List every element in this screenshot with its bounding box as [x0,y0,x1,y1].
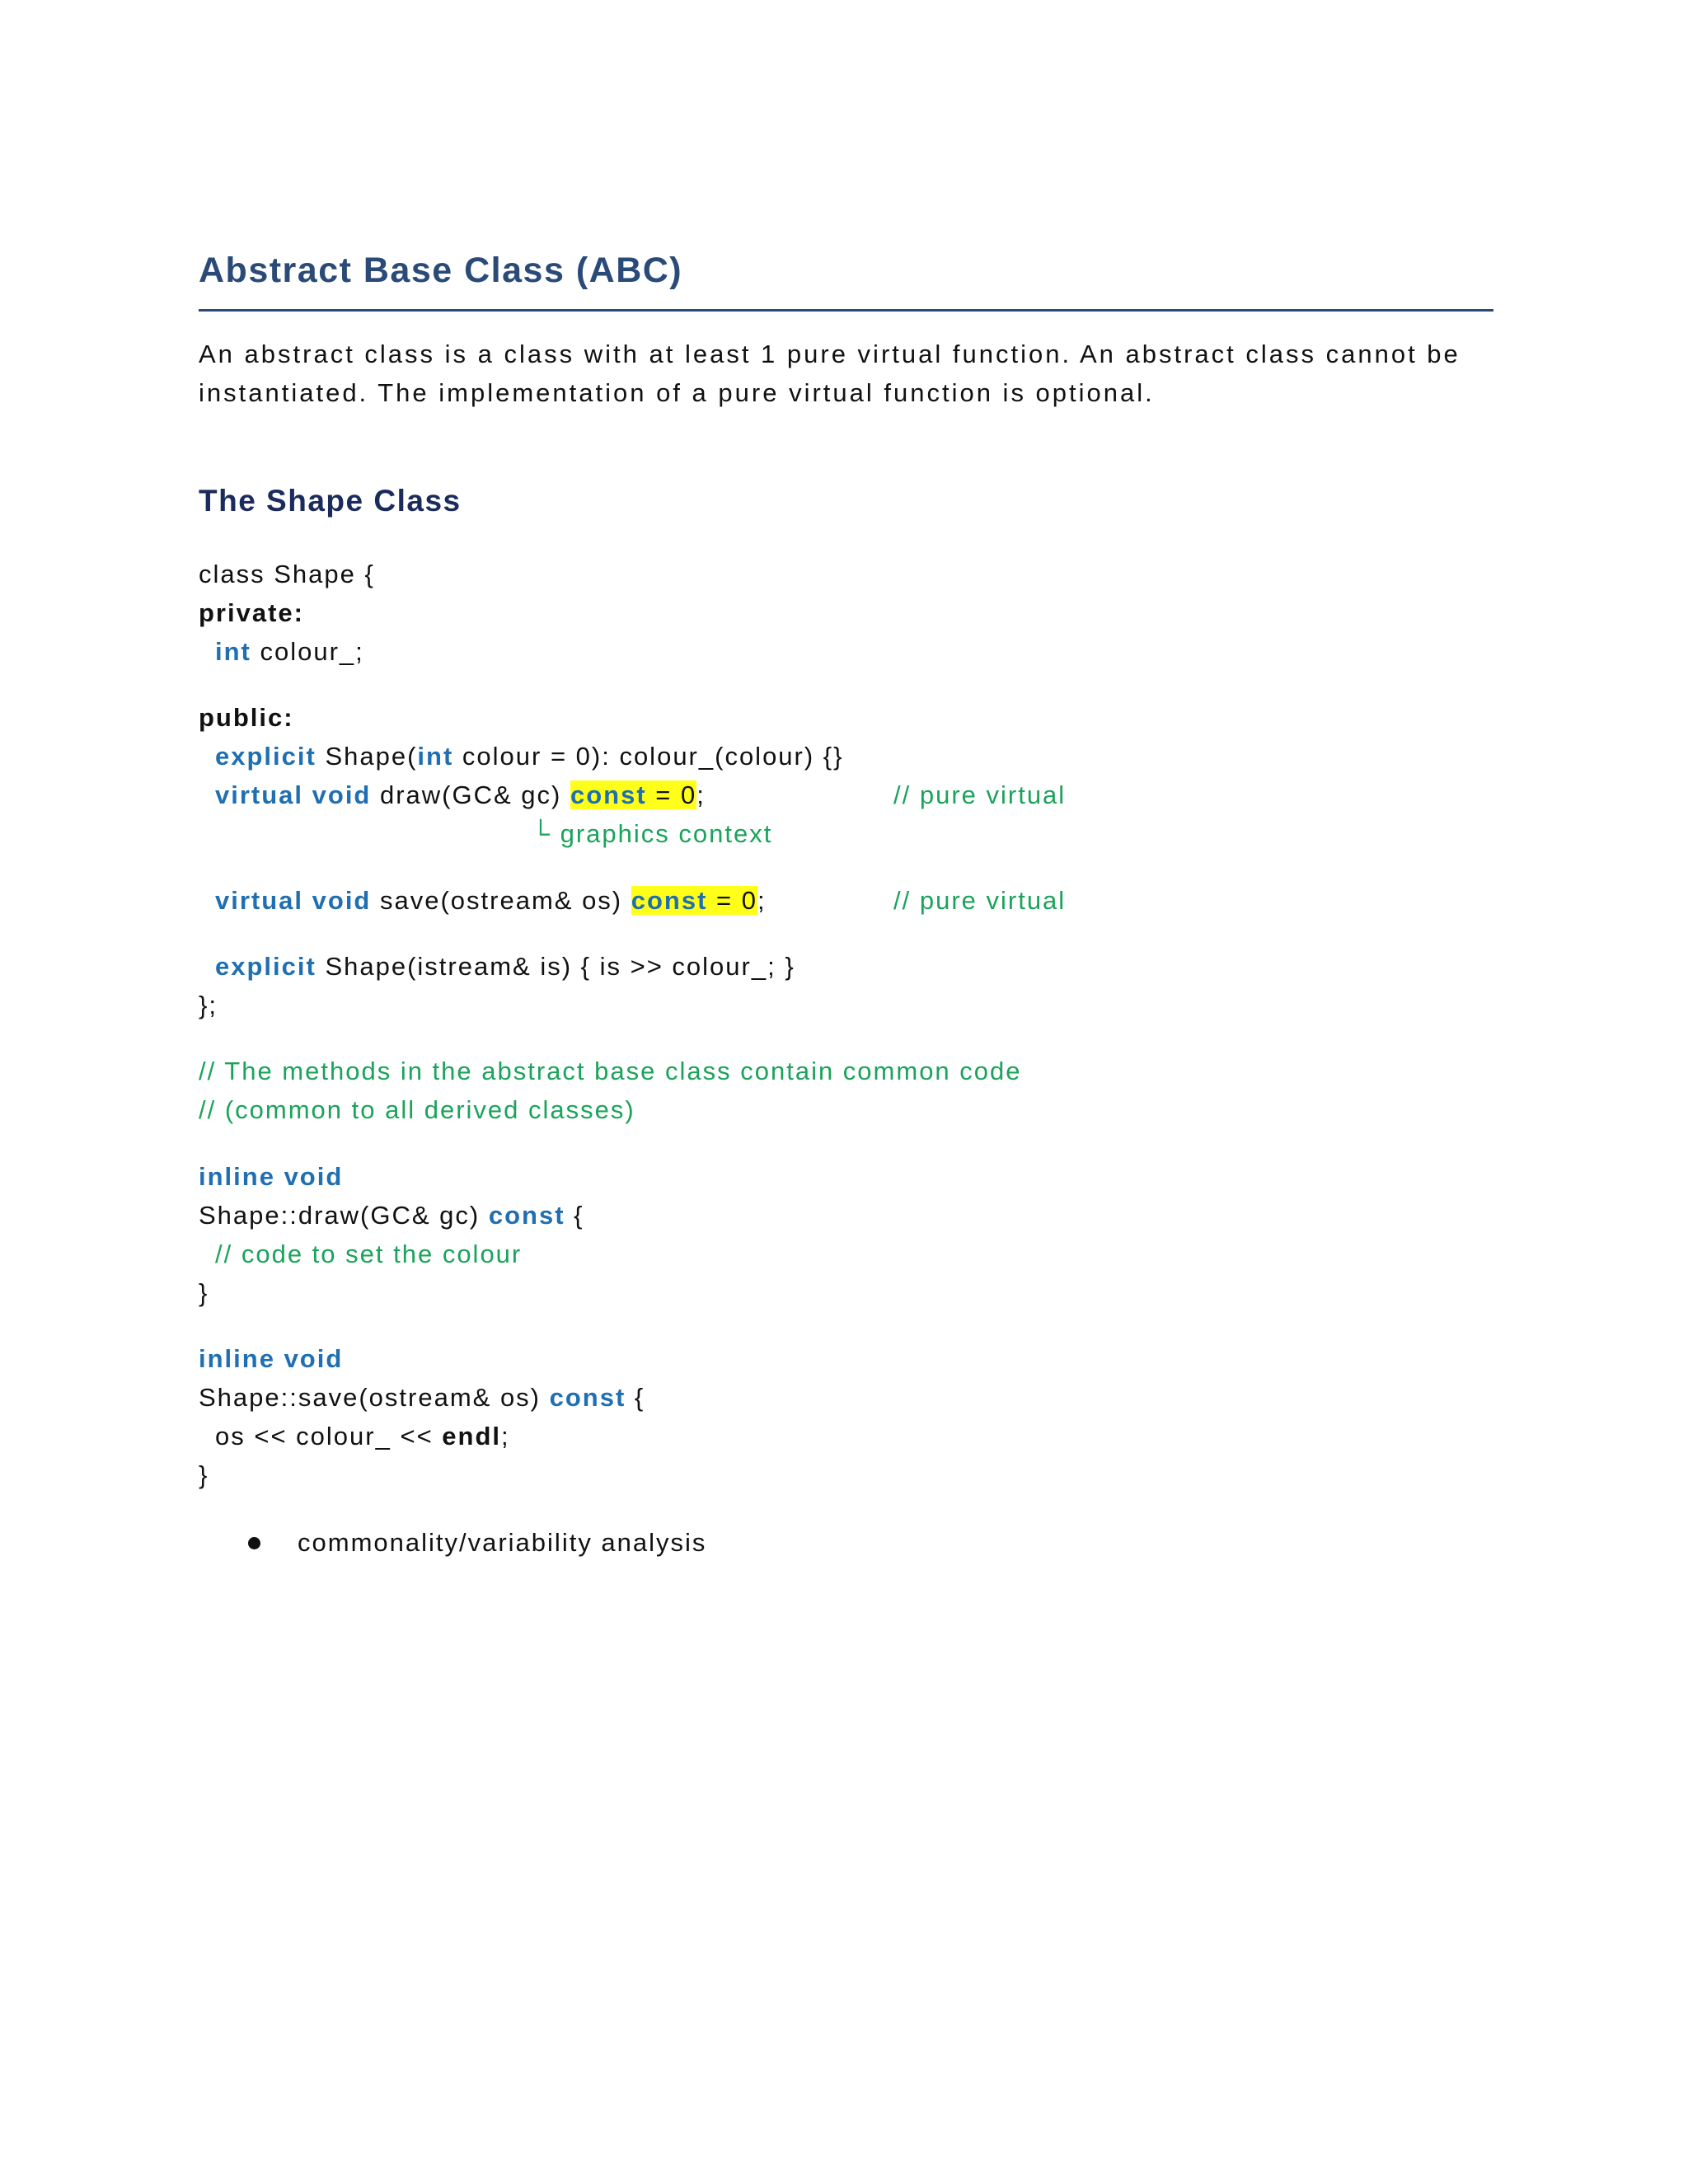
code-text: ; [501,1422,510,1451]
code-line-class-end [199,987,218,1024]
code-comment-line-1: // The methods in the abstract base class contain common code [199,1057,1022,1085]
code-line-public [199,699,294,737]
code-line-private [199,594,304,632]
code-line-save-body [215,1418,510,1455]
graphics-context-note: └ graphics context [532,819,773,848]
code-line-istream-ctor [215,948,795,986]
keyword: int [215,637,251,666]
code-line-inline-void: inline void [199,1162,344,1191]
keyword: virtual void [215,886,372,915]
access-specifier: private: [199,598,304,627]
highlighted-pure-specifier [631,886,757,915]
keyword: const [549,1383,626,1412]
code-line-draw-decl [215,776,706,814]
code-comment-set-colour: // code to set the colour [215,1240,523,1268]
bullet-item: commonality/variability analysis [298,1528,707,1557]
code-comment-line-2: // (common to all derived classes) [199,1095,635,1124]
code-text: { [565,1201,584,1230]
code-text: Shape( [316,742,418,771]
pure-virtual-comment: // pure virtual [893,780,1067,809]
code-text: Shape::draw(GC& gc) [199,1201,489,1230]
code-line-save-def [199,1379,645,1417]
code-text: Shape(istream& is) { is >> colour_; } [316,952,795,981]
code-text: colour_; [251,637,364,666]
title-divider [199,309,1493,312]
code-line-close-brace: } [199,1278,209,1307]
code-text: os << colour_ << [215,1422,443,1451]
code-line-draw-def [199,1197,584,1235]
code-text: draw(GC& gc) [371,780,570,809]
keyword: virtual void [215,780,372,809]
code-text: = 0 [646,780,697,809]
keyword: explicit [215,742,316,771]
code-line-class-decl [199,555,375,593]
code-text: ; [696,780,706,809]
code-text: ; [757,886,767,915]
code-text: }; [199,991,218,1019]
code-line-inline-void: inline void [199,1344,344,1373]
intro-line-2: instantiated. The implementation of a pure virtual function is optional. [199,378,1155,407]
code-text: class Shape { [199,560,375,588]
code-text: colour = 0): colour_(colour) {} [453,742,844,771]
bullet-icon [248,1537,260,1549]
keyword: const [488,1201,565,1230]
keyword: endl [442,1422,502,1451]
access-specifier: public: [199,703,294,732]
intro-line-1: An abstract class is a class with at least 1 pure virtual function. An abstract class cannot be [199,340,1461,368]
page-title: Abstract Base Class (ABC) [199,251,683,290]
code-text: Shape::save(ostream& os) [199,1383,550,1412]
pure-virtual-comment: // pure virtual [893,886,1067,915]
code-line-close-brace: } [199,1460,209,1489]
code-line-save-decl [215,882,767,920]
code-text: = 0 [707,886,758,915]
keyword: int [417,742,454,771]
code-line-constructor [215,738,844,776]
keyword: const [570,780,647,809]
highlighted-pure-specifier [570,780,696,809]
section-heading: The Shape Class [199,484,462,518]
keyword: explicit [215,952,316,981]
code-line-member [215,633,364,671]
code-text: { [626,1383,645,1412]
keyword: const [631,886,708,915]
code-text: save(ostream& os) [371,886,631,915]
